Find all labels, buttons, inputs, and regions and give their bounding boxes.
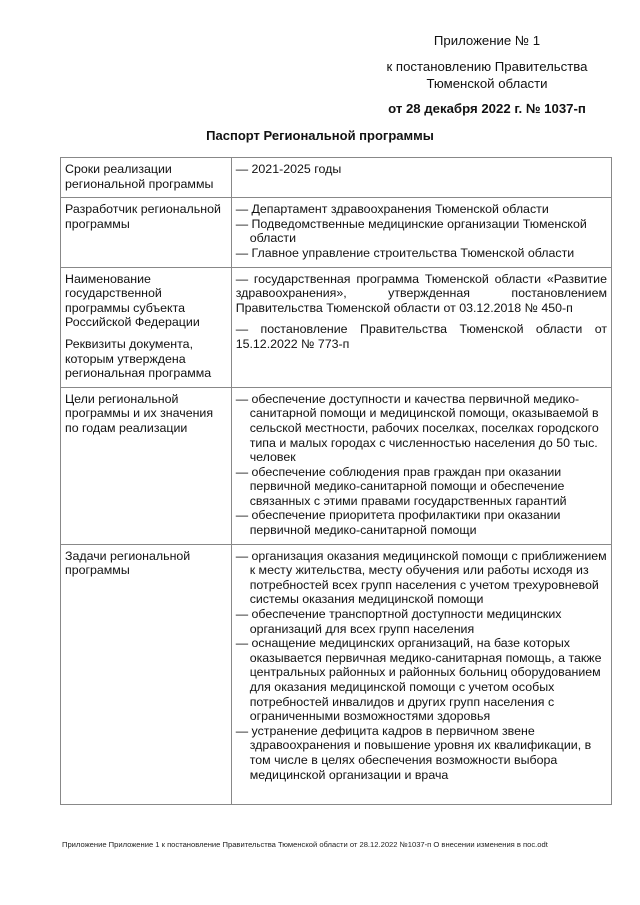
list-item: — Департамент здравоохранения Тюменской области [235,202,549,217]
tasks-value [231,544,611,805]
passport-table [60,157,612,805]
program-name-values [231,267,611,387]
list-item: — организация оказания медицинской помощи с приближением к месту жительства, месту обучения или работы исходя из потребностей всех групп населения с учетом трехуровневой системы оказания медицинской помощи [235,548,607,607]
list-item: — Подведомственные медицинские организации Тюменской области [235,216,587,246]
list-item: — обеспечение транспортной доступности медицинских организаций для всех групп населения [235,607,562,636]
document-requisites-value: — постановление Правительства Тюменской области от 15.12.2022 № 773-п [235,322,607,351]
developer-value [231,198,611,267]
list-item: — обеспечение соблюдения прав граждан при оказании первичной медико-санитарной помощи и обеспечение связанных с этими правами государственных гарантий [235,464,567,508]
list-item: — Главное управление строительства Тюменской области [235,245,575,260]
list-item: — устранение дефицита кадров в первичном звене здравоохранения и повышение уровня их квалификации, в том числе в целях обеспечения возможности выбора медицинской организации и врача [235,723,592,782]
appendix-number: Приложение № 1 [433,33,541,48]
document-title: Паспорт Региональной программы [206,128,434,143]
table-row-tasks [61,544,612,805]
terms-value: — 2021-2025 годы [231,158,611,198]
appendix-header [372,32,602,117]
program-name-label: Наименование государственной программы субъекта Российской Федерации [65,271,200,330]
program-name-value: — государственная программа Тюменской области «Развитие здравоохранения», утвержденная постановлением Правительства Тюменской области от 03.12.2018 № 450-п [235,271,607,315]
table-row-goals [61,387,612,544]
list-item: — обеспечение доступности и качества первичной медико-санитарной помощи и медицинской помощи, оказываемой в сельской местности, рабочих поселках, поселках городского типа и малых городах с численностью населения до 50 тыс. человек [235,391,599,465]
goals-label: Цели региональной программы и их значения по годам реализации [61,387,232,544]
footer-filename: Приложение Приложение 1 к постановление Правительства Тюменской области от 28.12.2022 №1037-п О внесении изменения в пос.odt [62,840,548,849]
program-name-labels [61,267,232,387]
document-requisites-label: Реквизиты документа, которым утверждена региональная программа [65,336,212,381]
table-row-developer [61,198,612,267]
appendix-reference-line1: к постановлению Правительства [386,59,588,74]
developer-label: Разработчик региональной программы [61,198,232,267]
appendix-reference-line2: Тюменской области [426,76,548,91]
appendix-date-number: от 28 декабря 2022 г. № 1037-п [388,101,586,116]
list-item: — обеспечение приоритета профилактики при оказании первичной медико-санитарной помощи [235,508,561,538]
table-row-terms [61,158,612,198]
terms-label: Сроки реализации региональной программы [61,158,232,198]
goals-value [231,387,611,544]
table-row-program-name [61,267,612,387]
tasks-label: Задачи региональной программы [61,544,232,805]
list-item: — оснащение медицинских организаций, на базе которых оказывается первичная медико-санитарная помощь, а также центральных районных и районных больниц оборудованием для оказания медицинской помощи с учетом особых потребностей инвалидов и других групп населения с ограниченными возможностями здоровья [235,636,602,724]
